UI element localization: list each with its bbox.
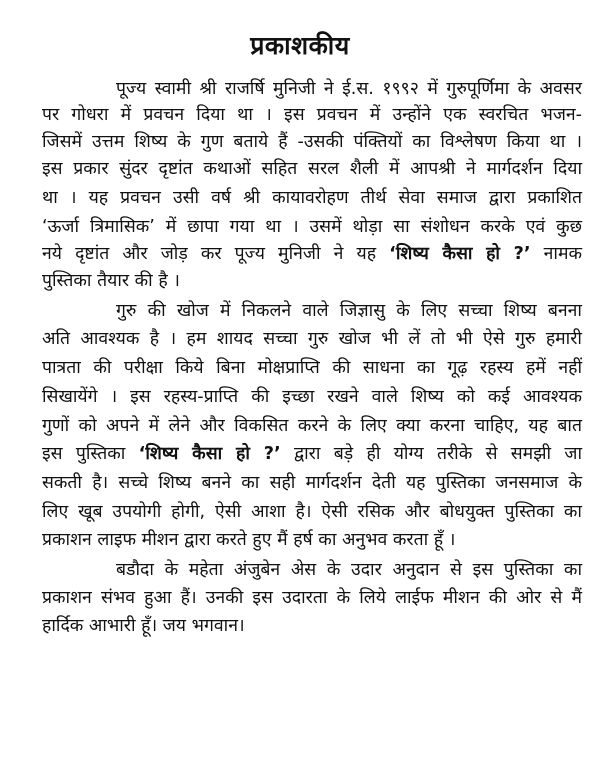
text-line	[42, 615, 245, 637]
text-segment: पर गोधरा में प्रवचन दिया था । इस प्रवचन में उन्होंने एक स्वरचित भजन-	[42, 105, 582, 125]
book-title-text: ‘शिष्य कैसा हो ?’	[138, 444, 281, 464]
text-segment: जिसमें उत्तम शिष्य के गुण बताये हैं -उसकी पंक्तियों का विश्लेषण किया था ।	[42, 132, 582, 152]
text-line	[116, 300, 582, 322]
text-segment: गुणों को अपने में लेने और विकसित करने के लिए क्या करना चाहिए, यह बात	[42, 416, 582, 436]
page-title: प्रकाशकीय	[250, 31, 350, 60]
text-line	[42, 158, 582, 180]
text-segment: प्रकाशन लाइफ मीशन द्वारा करते हुए मैं हर्ष का अनुभव करता हूँ ।	[42, 530, 456, 550]
text-segment: अति आवश्यक है । हम शायद सच्चा गुरु खोज भी लें तो भी ऐसे गुरु हमारी	[42, 329, 582, 349]
text-line	[42, 529, 455, 551]
text-segment: हार्दिक आभारी हूँ। जय भगवान।	[42, 616, 245, 636]
text-segment: पात्रता की परीक्षा किये बिना मोक्षप्राप्ति की साधना का गूढ़ रहस्य हमें नहीं	[42, 358, 582, 378]
text-segment: प्रकाशन संभव हुआ हैं। उनकी इस उदारता के लिये लाईफ मीशन की ओर से मैं	[42, 588, 582, 608]
text-line	[42, 270, 180, 292]
text-segment: सकती है। सच्चे शिष्य बनने का सही मार्गदर्शन देती यह पुस्तिका जनसमाज के	[42, 473, 582, 493]
text-segment: गुरु की खोज में निकलने वाले जिज्ञासु के लिए सच्चा शिष्य बनना	[116, 301, 582, 321]
text-line	[42, 131, 582, 153]
text-segment: बडौदा के महेता अंजुबेन अेस के उदार अनुदान से इस पुस्तिका का	[116, 560, 582, 580]
text-segment: इस प्रकार सुंदर दृष्टांत कथाओं सहित सरल शैली में आपश्री ने मार्गदर्शन दिया	[42, 159, 582, 179]
text-segment: सिखायेंगे । इस रहस्य-प्राप्ति की इच्छा रखने वाले शिष्य को कई आवश्यक	[42, 387, 582, 407]
text-line	[42, 386, 582, 408]
book-title-text: ‘शिष्य कैसा हो ?’	[389, 244, 531, 264]
text-segment: इस पुस्तिका	[42, 444, 139, 464]
text-segment: नामक	[530, 244, 583, 264]
text-line	[116, 559, 582, 581]
text-line	[42, 415, 582, 437]
text-line	[42, 587, 582, 609]
text-segment: पुस्तिका तैयार की है ।	[42, 271, 180, 291]
text-segment: ‘ऊर्जा त्रिमासिक’ में छापा गया था । उसमें थोड़ा सा संशोधन करके एवं कुछ	[42, 217, 582, 237]
text-line	[42, 472, 582, 494]
text-line	[42, 187, 582, 209]
text-line	[42, 243, 582, 265]
text-line	[42, 357, 582, 379]
text-line	[42, 501, 582, 523]
text-segment: पूज्य स्वामी श्री राजर्षि मुनिजी ने ई.स. १९९२ में गुरुपूर्णिमा के अवसर	[116, 79, 582, 99]
text-line	[116, 78, 582, 100]
text-segment: द्वारा बड़े ही योग्य तरीके से समझी जा	[280, 444, 582, 464]
text-line	[42, 443, 582, 465]
text-line	[42, 328, 582, 350]
text-segment: नये दृष्टांत और जोड़ कर पूज्य मुनिजी ने यह	[42, 244, 390, 264]
text-line	[42, 216, 582, 238]
text-segment: लिए खूब उपयोगी होगी, ऐसी आशा है। ऐसी रसिक और बोधयुक्त पुस्तिका का	[42, 502, 582, 522]
text-segment: था । यह प्रवचन उसी वर्ष श्री कायावरोहण तीर्थ सेवा समाज द्वारा प्रकाशित	[42, 188, 582, 208]
text-line	[42, 104, 582, 126]
